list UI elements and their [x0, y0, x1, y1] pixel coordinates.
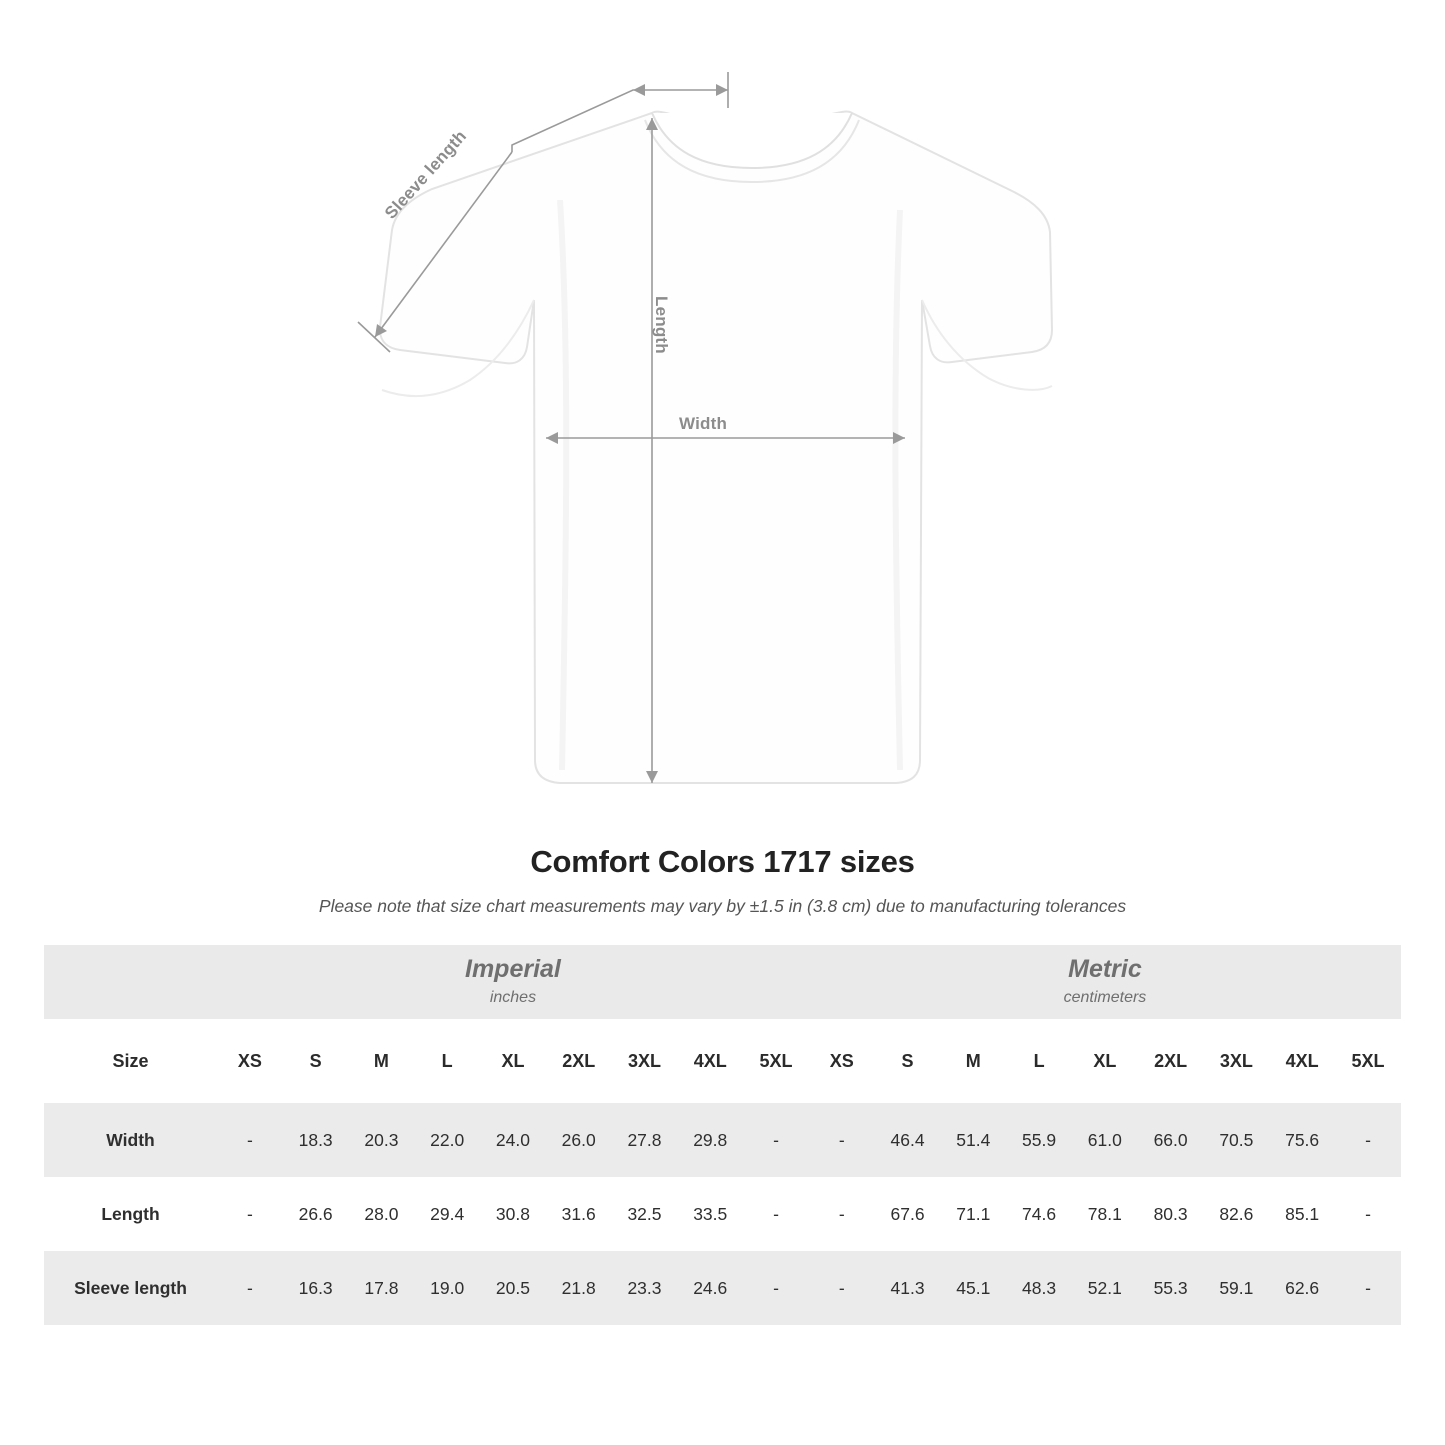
page-title: Comfort Colors 1717 sizes — [530, 844, 915, 879]
size-header-metric-4xl: 4XL — [1269, 1019, 1335, 1103]
cell-width-metric-5xl: - — [1335, 1103, 1401, 1177]
cell-width-metric-xs: - — [809, 1103, 875, 1177]
row-label-length: Length — [44, 1177, 217, 1251]
size-header-metric-s: S — [875, 1019, 941, 1103]
cell-width-imperial-s: 18.3 — [283, 1103, 349, 1177]
cell-length-metric-5xl: - — [1335, 1177, 1401, 1251]
cell-width-metric-l: 55.9 — [1006, 1103, 1072, 1177]
unit-group-metric — [809, 945, 1401, 1019]
cell-sleeve-metric-m: 45.1 — [940, 1251, 1006, 1325]
length-label: Length — [652, 296, 671, 354]
cell-width-metric-4xl: 75.6 — [1269, 1103, 1335, 1177]
size-header-metric-5xl: 5XL — [1335, 1019, 1401, 1103]
title-block — [0, 844, 1445, 917]
cell-length-metric-xl: 78.1 — [1072, 1177, 1138, 1251]
cell-length-imperial-5xl: - — [743, 1177, 809, 1251]
cell-sleeve-imperial-3xl: 23.3 — [612, 1251, 678, 1325]
cell-width-metric-s: 46.4 — [875, 1103, 941, 1177]
cell-length-imperial-xl: 30.8 — [480, 1177, 546, 1251]
size-header-label: Size — [44, 1019, 217, 1103]
cell-width-imperial-5xl: - — [743, 1103, 809, 1177]
cell-sleeve-metric-3xl: 59.1 — [1203, 1251, 1269, 1325]
size-header-metric-xs: XS — [809, 1019, 875, 1103]
cell-length-imperial-m: 28.0 — [349, 1177, 415, 1251]
cell-length-imperial-4xl: 33.5 — [677, 1177, 743, 1251]
cell-length-metric-s: 67.6 — [875, 1177, 941, 1251]
cell-sleeve-imperial-4xl: 24.6 — [677, 1251, 743, 1325]
cell-width-metric-xl: 61.0 — [1072, 1103, 1138, 1177]
cell-sleeve-imperial-5xl: - — [743, 1251, 809, 1325]
row-label-sleeve-length: Sleeve length — [44, 1251, 217, 1325]
cell-sleeve-imperial-2xl: 21.8 — [546, 1251, 612, 1325]
unit-group-metric-sub: centimeters — [1063, 988, 1147, 1006]
cell-width-metric-m: 51.4 — [940, 1103, 1006, 1177]
size-header-imperial-l: L — [414, 1019, 480, 1103]
cell-length-imperial-3xl: 32.5 — [612, 1177, 678, 1251]
size-header-imperial-2xl: 2XL — [546, 1019, 612, 1103]
cell-sleeve-imperial-m: 17.8 — [349, 1251, 415, 1325]
size-header-imperial-4xl: 4XL — [677, 1019, 743, 1103]
cell-width-imperial-xl: 24.0 — [480, 1103, 546, 1177]
cell-sleeve-metric-2xl: 55.3 — [1138, 1251, 1204, 1325]
cell-width-imperial-l: 22.0 — [414, 1103, 480, 1177]
cell-sleeve-metric-l: 48.3 — [1006, 1251, 1072, 1325]
sleeve-length-label: Sleeve length — [381, 126, 471, 223]
cell-sleeve-imperial-xs: - — [217, 1251, 283, 1325]
unit-group-metric-name: Metric — [1068, 954, 1142, 983]
row-label-width: Width — [44, 1103, 217, 1177]
table-row — [44, 1177, 1401, 1251]
table-row — [44, 1103, 1401, 1177]
cell-width-imperial-xs: - — [217, 1103, 283, 1177]
cell-length-metric-l: 74.6 — [1006, 1177, 1072, 1251]
cell-length-imperial-xs: - — [217, 1177, 283, 1251]
size-header-metric-l: L — [1006, 1019, 1072, 1103]
cell-width-imperial-2xl: 26.0 — [546, 1103, 612, 1177]
table-row — [44, 1251, 1401, 1325]
size-chart-table-wrap — [44, 945, 1401, 1325]
size-chart-table — [44, 945, 1401, 1325]
size-header-imperial-xl: XL — [480, 1019, 546, 1103]
size-header-imperial-5xl: 5XL — [743, 1019, 809, 1103]
cell-sleeve-metric-xl: 52.1 — [1072, 1251, 1138, 1325]
cell-length-metric-3xl: 82.6 — [1203, 1177, 1269, 1251]
cell-length-imperial-l: 29.4 — [414, 1177, 480, 1251]
cell-length-metric-xs: - — [809, 1177, 875, 1251]
unit-header-row — [44, 945, 1401, 1019]
cell-sleeve-imperial-l: 19.0 — [414, 1251, 480, 1325]
cell-length-imperial-2xl: 31.6 — [546, 1177, 612, 1251]
cell-sleeve-imperial-s: 16.3 — [283, 1251, 349, 1325]
unit-group-imperial-name: Imperial — [465, 954, 561, 983]
size-header-row — [44, 1019, 1401, 1103]
size-header-imperial-xs: XS — [217, 1019, 283, 1103]
size-header-metric-xl: XL — [1072, 1019, 1138, 1103]
unit-group-imperial-sub: inches — [489, 988, 537, 1006]
unit-group-imperial — [217, 945, 809, 1019]
cell-sleeve-metric-xs: - — [809, 1251, 875, 1325]
cell-sleeve-metric-5xl: - — [1335, 1251, 1401, 1325]
width-label: Width — [679, 414, 728, 433]
tolerance-note: Please note that size chart measurements may vary by ±1.5 in (3.8 cm) due to manufacturing tolerances — [318, 896, 1127, 916]
cell-sleeve-imperial-xl: 20.5 — [480, 1251, 546, 1325]
cell-length-imperial-s: 26.6 — [283, 1177, 349, 1251]
size-header-imperial-m: M — [349, 1019, 415, 1103]
cell-width-imperial-4xl: 29.8 — [677, 1103, 743, 1177]
cell-length-metric-m: 71.1 — [940, 1177, 1006, 1251]
cell-width-imperial-3xl: 27.8 — [612, 1103, 678, 1177]
unit-header-spacer — [44, 945, 217, 1019]
cell-sleeve-metric-4xl: 62.6 — [1269, 1251, 1335, 1325]
cell-sleeve-metric-s: 41.3 — [875, 1251, 941, 1325]
cell-width-metric-3xl: 70.5 — [1203, 1103, 1269, 1177]
size-header-metric-m: M — [940, 1019, 1006, 1103]
cell-width-imperial-m: 20.3 — [349, 1103, 415, 1177]
size-header-metric-3xl: 3XL — [1203, 1019, 1269, 1103]
cell-length-metric-4xl: 85.1 — [1269, 1177, 1335, 1251]
size-header-imperial-s: S — [283, 1019, 349, 1103]
size-header-imperial-3xl: 3XL — [612, 1019, 678, 1103]
cell-width-metric-2xl: 66.0 — [1138, 1103, 1204, 1177]
cell-length-metric-2xl: 80.3 — [1138, 1177, 1204, 1251]
size-header-metric-2xl: 2XL — [1138, 1019, 1204, 1103]
